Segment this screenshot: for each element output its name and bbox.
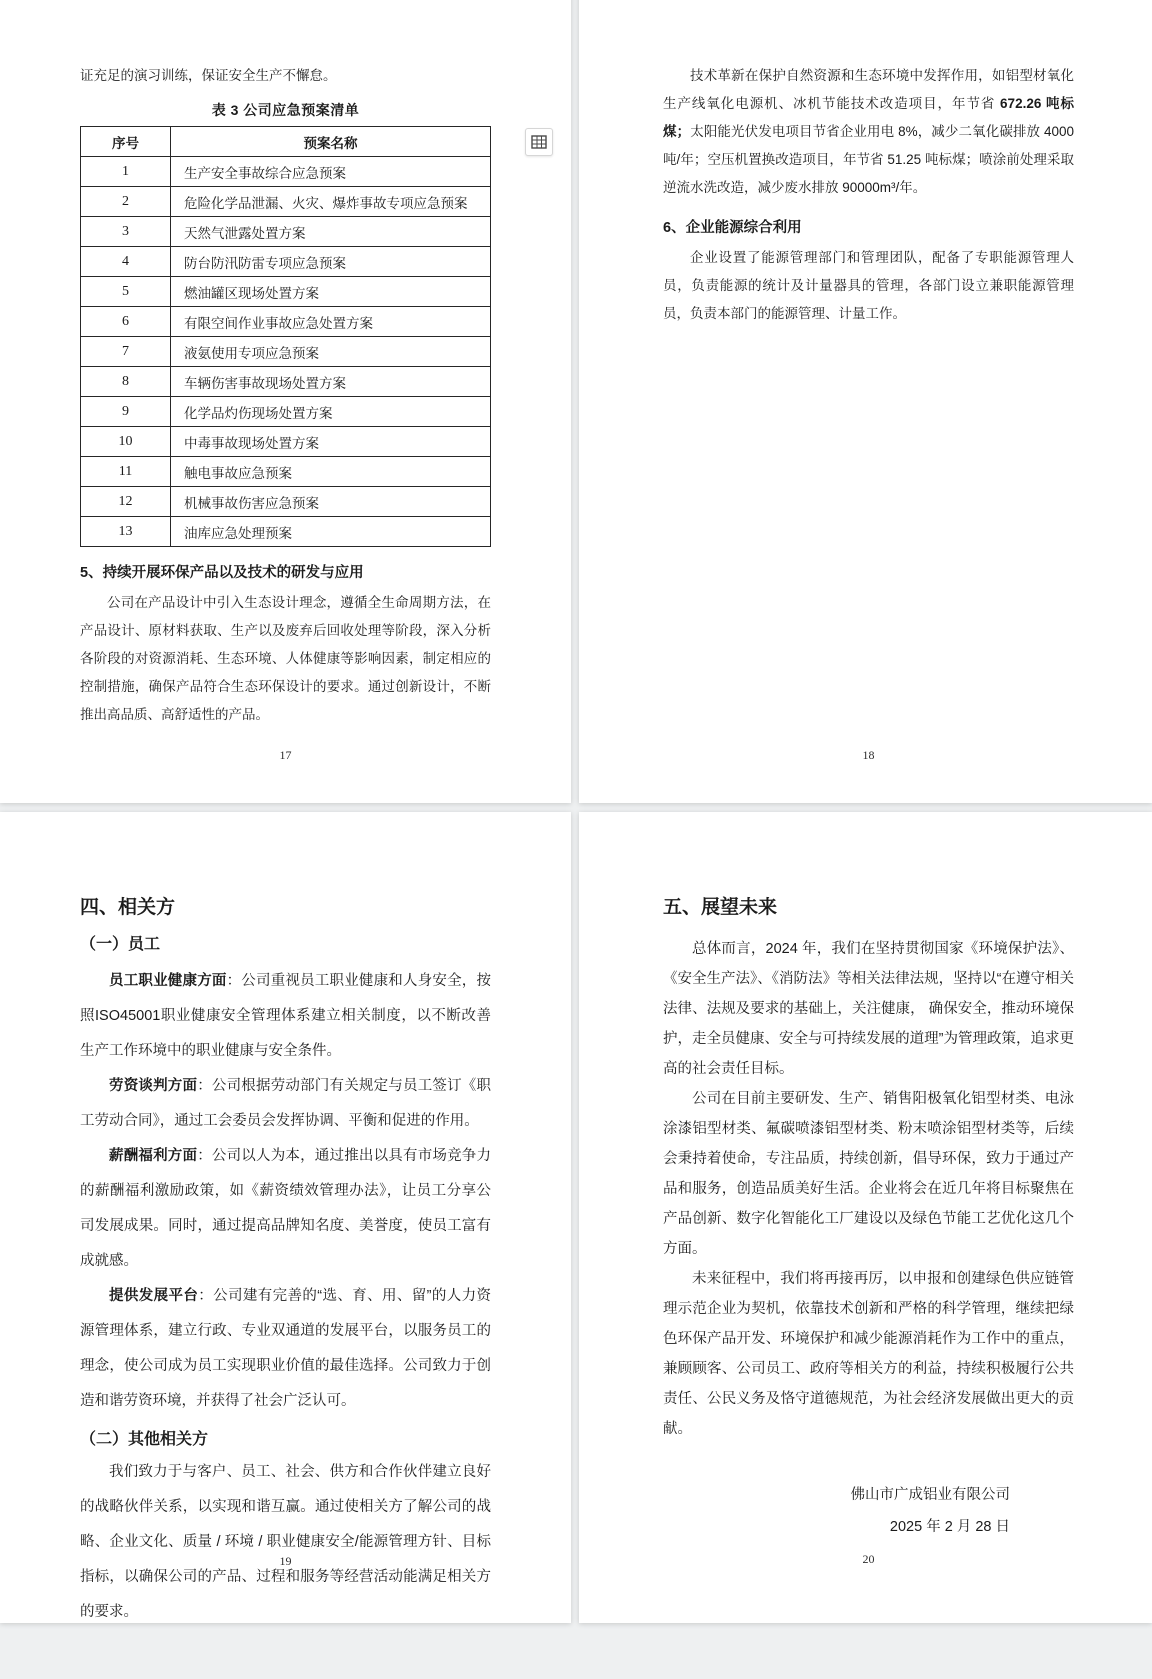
- cell-index: 11: [81, 457, 171, 487]
- text-run: ：公司以人为本，通过推出以具有市场竞争力的薪酬福利激励政策，如《薪资绩效管理办法》，让员工分享公司发展成果。同时，通过提高品牌知名度、美誉度，使员工富有成就感。: [80, 1148, 492, 1269]
- cell-plan-name: 天然气泄露处置方案: [171, 217, 491, 247]
- cell-index: 13: [81, 517, 171, 547]
- table-row: [81, 337, 491, 367]
- cell-plan-name: 中毒事故现场处置方案: [171, 427, 491, 457]
- page-18: [579, 0, 1152, 803]
- paragraph: 我们致力于与客户、员工、社会、供方和合作伙伴建立良好的战略伙伴关系，以实现和谐互赢。通过使相关方了解公司的战略、企业文化、质量 / 环境 / 职业健康安全/能源管理方针、目标指标，以确保公司的产品、过程和服务等经营活动能满足相关方的要求。: [80, 1464, 491, 1620]
- section-heading: 五、展望未来: [663, 897, 778, 918]
- page-number: 19: [279, 1554, 292, 1568]
- column-header-index: 序号: [81, 127, 171, 157]
- paragraph: 总体而言，2024 年，我们在坚持贯彻国家《环境保护法》、《安全生产法》、《消防法》等相关法律法规，坚持以“在遵守相关法律、法规及要求的基础上，关注健康， 确保安全，推动环境保护，走全员健康、安全与可持续发展的道理”为管理政策，追求更高的社会责任目标。: [663, 941, 1074, 1077]
- paragraph: 未来征程中，我们将再接再厉，以申报和创建绿色供应链管理示范企业为契机，依靠技术创新和严格的科学管理，继续把绿色环保产品开发、环境保护和减少能源消耗作为工作中的重点，兼顾顾客、公司员工、政府等相关方的利益，持续积极履行公共责任、公民义务及恪守道德规范，为社会经济发展做出更大的贡献。: [663, 1271, 1074, 1437]
- section-heading: 6、企业能源综合利用: [663, 220, 802, 236]
- cell-index: 12: [81, 487, 171, 517]
- text-run: 员工职业健康方面: [109, 973, 227, 989]
- page-19: [0, 812, 571, 1623]
- subsection-heading: （一）员工: [80, 936, 161, 953]
- cell-index: 6: [81, 307, 171, 337]
- cell-index: 7: [81, 337, 171, 367]
- page-20: [579, 812, 1152, 1623]
- text-run: ：公司建有完善的“选、育、用、留”的人力资源管理体系，建立行政、专业双通道的发展平台，以服务员工的理念，使公司成为员工实现职业价值的最佳选择。公司致力于创造和谐劳资环境，并获得了社会广泛认可。: [80, 1288, 492, 1409]
- cell-index: 10: [81, 427, 171, 457]
- text-run: 劳资谈判方面: [109, 1078, 198, 1094]
- text-run: 技术革新在保护自然资源和生态环境中发挥作用，如铝型材氧化生产线氧化电源机、冰机节能技术改造项目，年节省: [663, 68, 1074, 111]
- cell-index: 1: [81, 157, 171, 187]
- table-row: [81, 517, 491, 547]
- cell-plan-name: 化学品灼伤现场处置方案: [171, 397, 491, 427]
- cell-plan-name: 燃油罐区现场处置方案: [171, 277, 491, 307]
- paragraph: [80, 1069, 491, 1139]
- paragraph: 企业设置了能源管理部门和管理团队，配备了专职能源管理人员，负责能源的统计及计量器具的管理，各部门设立兼职能源管理员，负责本部门的能源管理、计量工作。: [663, 250, 1074, 321]
- page-19-content: [80, 892, 491, 1630]
- table-row: [81, 427, 491, 457]
- page-17-content: [80, 62, 491, 729]
- section-heading: 四、相关方: [80, 897, 176, 918]
- cell-plan-name: 液氨使用专项应急预案: [171, 337, 491, 367]
- cell-plan-name: 触电事故应急预案: [171, 457, 491, 487]
- cell-plan-name: 危险化学品泄漏、火灾、爆炸事故专项应急预案: [171, 187, 491, 217]
- table-row: [81, 487, 491, 517]
- table-row: [81, 367, 491, 397]
- page-20-content: [663, 892, 1074, 1544]
- company-name: 佛山市广成铝业有限公司: [850, 1487, 1010, 1503]
- text-run: ：公司重视员工职业健康和人身安全，按照ISO45001职业健康安全管理体系建立相关制度，以不断改善生产工作环境中的职业健康与安全条件。: [80, 973, 492, 1059]
- page-18-content: [663, 62, 1074, 328]
- cell-plan-name: 生产安全事故综合应急预案: [171, 157, 491, 187]
- page-number: 20: [862, 1552, 875, 1566]
- table-select-icon[interactable]: [525, 128, 553, 156]
- cell-index: 9: [81, 397, 171, 427]
- section-heading: 5、持续开展环保产品以及技术的研发与应用: [80, 565, 364, 581]
- text-run: 太阳能光伏发电项目节省企业用电 8%，减少二氧化碳排放 4000 吨/年；空压机置换改造项目，年节省 51.25 吨标煤；喷涂前处理采取逆流水洗改造，减少废水排放 90000m³/年。: [663, 124, 1075, 195]
- cell-plan-name: 机械事故伤害应急预案: [171, 487, 491, 517]
- table-row: [81, 217, 491, 247]
- cell-index: 3: [81, 217, 171, 247]
- paragraph: [80, 1139, 491, 1279]
- column-header-plan-name: 预案名称: [171, 127, 491, 157]
- table-glyph: [530, 134, 548, 150]
- emergency-plan-table: [80, 126, 491, 547]
- report-date: 2025 年 2 月 28 日: [889, 1519, 1010, 1535]
- text-run: ：公司根据劳动部门有关规定与员工签订《职工劳动合同》，通过工会委员会发挥协调、平衡和促进的作用。: [80, 1078, 492, 1129]
- table-row: [81, 277, 491, 307]
- page-number: 18: [862, 748, 875, 762]
- cell-plan-name: 防台防汛防雷专项应急预案: [171, 247, 491, 277]
- table-header-row: [81, 127, 491, 157]
- cell-plan-name: 车辆伤害事故现场处置方案: [171, 367, 491, 397]
- cell-plan-name: 有限空间作业事故应急处置方案: [171, 307, 491, 337]
- table-body: [81, 157, 491, 547]
- text-run: 672.26 吨标煤；: [663, 96, 1074, 139]
- table-row: [81, 397, 491, 427]
- page-17: [0, 0, 571, 803]
- cell-plan-name: 油库应急处理预案: [171, 517, 491, 547]
- table-title: 表 3 公司应急预案清单: [211, 102, 360, 118]
- text-run: 提供发展平台: [109, 1288, 199, 1304]
- paragraph: [663, 62, 1074, 202]
- text-run: 薪酬福利方面: [109, 1148, 198, 1164]
- table-row: [81, 187, 491, 217]
- paragraph: 证充足的演习训练，保证安全生产不懈怠。: [80, 68, 337, 83]
- cell-index: 4: [81, 247, 171, 277]
- cell-index: 5: [81, 277, 171, 307]
- table-row: [81, 457, 491, 487]
- table-row: [81, 307, 491, 337]
- paragraph: 公司在产品设计中引入生态设计理念，遵循全生命周期方法，在产品设计、原材料获取、生产以及废弃后回收处理等阶段，深入分析各阶段的对资源消耗、生态环境、人体健康等影响因素，制定相应的控制措施，确保产品符合生态环保设计的要求。通过创新设计，不断推出高品质、高舒适性的产品。: [80, 595, 491, 722]
- paragraph: [80, 964, 491, 1069]
- paragraph: [80, 1279, 491, 1419]
- cell-index: 8: [81, 367, 171, 397]
- cell-index: 2: [81, 187, 171, 217]
- table-row: [81, 157, 491, 187]
- subsection-heading: （二）其他相关方: [80, 1431, 209, 1448]
- page-number: 17: [279, 748, 292, 762]
- paragraph: 公司在目前主要研发、生产、销售阳极氧化铝型材类、电泳涂漆铝型材类、氟碳喷漆铝型材类、粉末喷涂铝型材类等，后续会秉持着使命，专注品质，持续创新，倡导环保，致力于通过产品和服务，创造品质美好生活。企业将会在近几年将目标聚焦在产品创新、数字化智能化工厂建设以及绿色节能工艺优化这几个方面。: [663, 1091, 1074, 1257]
- table-row: [81, 247, 491, 277]
